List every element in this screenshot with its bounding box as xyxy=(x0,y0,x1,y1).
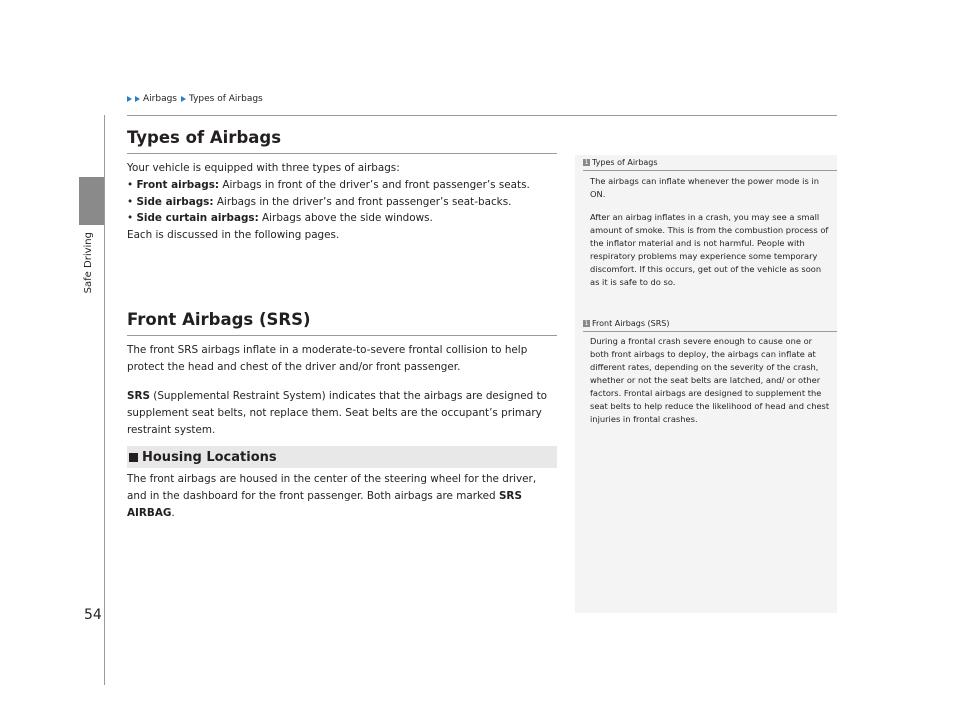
note-body-container xyxy=(583,335,833,426)
breadcrumb-item-airbags[interactable]: Airbags xyxy=(143,94,177,104)
outro-text: Each is discussed in the following pages. xyxy=(127,228,340,241)
body-paragraph: SRS (Supplemental Restraint System) indicates that the airbags are designed to supplement seat belts, not replace them. Seat belts are the occupant’s primary restraint system. xyxy=(127,390,548,436)
page-number: 54 xyxy=(84,607,102,623)
note-header xyxy=(583,319,833,328)
bullet-desc: Airbags in front of the driver’s and front passenger’s seats. xyxy=(219,179,530,191)
bullet-term: Side airbags: xyxy=(136,195,214,208)
breadcrumb-arrow-icon xyxy=(135,96,140,102)
note-badge-icon: 1 xyxy=(584,320,589,327)
housing-paragraph-container xyxy=(127,471,557,522)
note-header xyxy=(583,158,833,167)
section-title: Types of Airbags xyxy=(127,128,282,147)
breadcrumb xyxy=(127,94,263,104)
chapter-label: Safe Driving xyxy=(83,232,94,294)
note-front-airbags xyxy=(583,319,833,328)
header-rule xyxy=(127,115,837,116)
note-rule xyxy=(583,331,837,332)
square-bullet-icon xyxy=(129,453,138,462)
bullet-desc: Airbags above the side windows. xyxy=(258,212,433,224)
body-paragraph: The front SRS airbags inflate in a moderate-to-severe frontal collision to help protect the head and chest of the driver and/or front passenger. xyxy=(127,344,528,373)
bullet-desc: Airbags in the driver’s and front passenger’s seat-backs. xyxy=(213,195,512,208)
note-body: After an airbag inflates in a crash, you may see a small amount of smoke. This is from the combustion process of the inflator material and is not harmful. People with respiratory problems may experience some temporary discomfort. If this occurs, get out of the vehicle as soon as it is safe to do so. xyxy=(590,212,829,287)
list-item: • Side curtain airbags: Airbags above the side windows. xyxy=(127,212,433,224)
breadcrumb-item-types-of-airbags[interactable]: Types of Airbags xyxy=(189,94,263,104)
note-title: Front Airbags (SRS) xyxy=(592,319,670,328)
list-item: • Side airbags: Airbags in the driver’s and front passenger’s seat-backs. xyxy=(127,195,512,208)
note-types-of-airbags xyxy=(583,158,833,167)
note-body-container xyxy=(583,175,833,289)
chapter-tab xyxy=(79,177,104,225)
intro-text: Your vehicle is equipped with three types of airbags: xyxy=(127,162,400,174)
section-front-airbags xyxy=(127,310,557,439)
bullet-term: Side curtain airbags: xyxy=(136,212,259,224)
section-title: Front Airbags (SRS) xyxy=(127,310,311,329)
note-body: During a frontal crash severe enough to cause one or both front airbags to deploy, the airbags can inflate at different rates, depending on the severity of the crash, whether or not the seat belts are latched, and/ or other factors. Frontal airbags are designed to supplement the seat belts to help reduce the likelihood of head and chest injuries in frontal crashes. xyxy=(590,336,830,424)
note-rule xyxy=(583,170,837,171)
term-srs-airbag: SRS AIRBAG xyxy=(127,490,522,519)
subheading-text: Housing Locations xyxy=(142,449,277,465)
section-types-of-airbags xyxy=(127,128,557,244)
term-srs: SRS xyxy=(127,390,150,402)
note-title: Types of Airbags xyxy=(592,158,658,167)
breadcrumb-arrow-icon xyxy=(127,96,132,102)
breadcrumb-arrow-icon xyxy=(181,96,186,102)
body-paragraph: The front airbags are housed in the center of the steering wheel for the driver, and in the dashboard for the front passenger. Both airbags are marked SRS AIRBAG. xyxy=(127,473,537,519)
note-badge-icon: 1 xyxy=(584,159,589,166)
bullet-term: Front airbags: xyxy=(136,179,220,191)
list-item: • Front airbags: Airbags in front of the driver’s and front passenger’s seats. xyxy=(127,179,530,191)
subheading-housing-locations xyxy=(127,446,557,468)
note-body: The airbags can inflate whenever the power mode is in ON. xyxy=(590,176,819,199)
margin-divider xyxy=(104,115,105,685)
